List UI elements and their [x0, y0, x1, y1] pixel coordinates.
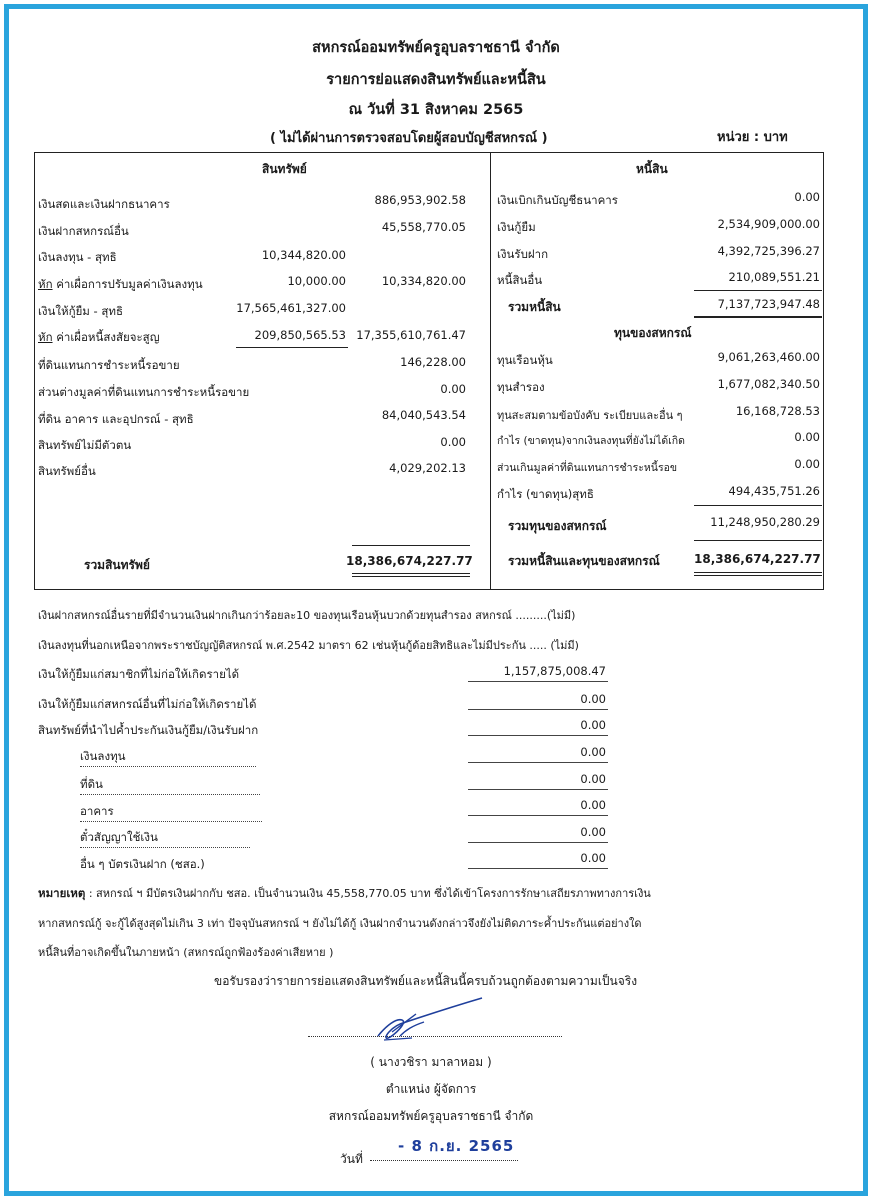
liab-total-label: รวมหนี้สิน [508, 300, 561, 314]
report-date: ณ วันที่ 31 สิงหาคม 2565 [348, 102, 524, 118]
equity-total-line [694, 540, 822, 541]
liab-total-line [694, 316, 822, 318]
asset-label-cash: เงินสดและเงินฝากธนาคาร [38, 197, 170, 211]
total-line-double-2 [352, 576, 470, 577]
deduct-label: หัก [38, 277, 53, 291]
disclosure-amount-promissory: 0.00 [468, 825, 608, 843]
liab-amount-other: 210,089,551.21 [728, 270, 820, 284]
total-line-top [352, 545, 470, 546]
asset-label-intangible: สินทรัพย์ไม่มีตัวตน [38, 438, 132, 452]
asset-amount-land-surplus: 0.00 [440, 382, 466, 396]
liab-label-other: หนี้สินอื่น [497, 273, 543, 287]
disclosure-amount-other: 0.00 [468, 851, 608, 869]
asset-label-foreclosed-land: ที่ดินแทนการชำระหนี้รอขาย [38, 358, 180, 372]
certification-text: ขอรับรองว่ารายการย่อแสดงสินทรัพย์และหนี้สินนี้ครบถ้วนถูกต้องตามความเป็นจริง [214, 974, 638, 988]
date-line [370, 1160, 518, 1161]
deduct-label: หัก [38, 330, 53, 344]
disclosure-line-1: เงินฝากสหกรณ์อื่นรายที่มีจำนวนเงินฝากเกินกว่าร้อยละ10 ของทุนเรือนหุ้นบวกด้วยทุนสำรอง สหกรณ์ .........(ไม่มี) [38, 609, 576, 622]
disclosure-label-building: อาคาร [80, 803, 262, 822]
equity-heading: ทุนของสหกรณ์ [614, 326, 692, 340]
allowance-label: ค่าเผื่อการปรับมูลค่าเงินลงทุน [52, 277, 203, 291]
asset-label-investment-allowance [38, 276, 203, 294]
signatory-position: ตำแหน่ง ผู้จัดการ [385, 1082, 477, 1096]
disclosure-label-investment: เงินลงทุน [80, 748, 256, 767]
equity-label-reserve: ทุนสำรอง [497, 380, 545, 394]
asset-sub-loans: 17,565,461,327.00 [236, 301, 346, 315]
equity-label-unrealized: กำไร (ขาดทุน)จากเงินลงทุนที่ยังไม่ได้เกิด [497, 435, 685, 447]
assets-total-amount: 18,386,674,227.77 [346, 554, 473, 568]
remark-text-1: : สหกรณ์ ฯ มีบัตรเงินฝากกับ ชสอ. เป็นจำนวนเงิน 45,558,770.05 บาท ซึ่งได้เข้าโครงการรักษาเสถียรภาพทางการเงิน [85, 887, 651, 900]
liab-label-overdraft: เงินเบิกเกินบัญชีธนาคาร [497, 193, 618, 207]
asset-label-investment: เงินลงทุน - สุทธิ [38, 250, 117, 264]
equity-subtotal-line [694, 505, 822, 506]
handwritten-signature [372, 996, 492, 1046]
disclosure-label-coop-npl: เงินให้กู้ยืมแก่สหกรณ์อื่นที่ไม่ก่อให้เกิดรายได้ [38, 697, 257, 711]
disclosure-amount-investment: 0.00 [468, 745, 608, 763]
asset-label-loans: เงินให้กู้ยืม - สุทธิ [38, 304, 123, 318]
liab-label-deposits: เงินรับฝาก [497, 247, 549, 261]
equity-label-land-surplus: ส่วนเกินมูลค่าที่ดินแทนการชำระหนี้รอข [497, 462, 678, 474]
asset-label-land-surplus: ส่วนต่างมูลค่าที่ดินแทนการชำระหนี้รอขาย [38, 385, 250, 399]
assets-heading: สินทรัพย์ [262, 162, 307, 176]
audit-note: ( ไม่ได้ผ่านการตรวจสอบโดยผู้สอบบัญชีสหกรณ์ ) [270, 131, 548, 146]
liab-amount-borrowings: 2,534,909,000.00 [717, 217, 820, 231]
asset-sub-investment-allowance: 10,000.00 [287, 274, 346, 288]
asset-amount-foreclosed-land: 146,228.00 [400, 355, 466, 369]
total-line-double-1 [352, 573, 470, 574]
asset-label-coop-deposit: เงินฝากสหกรณ์อื่น [38, 224, 129, 238]
asset-amount-loans-net: 17,355,610,761.47 [356, 328, 466, 342]
remark-line-3: หนี้สินที่อาจเกิดขึ้นในภายหน้า (สหกรณ์ถูกฟ้องร้องค่าเสียหาย ) [38, 946, 334, 959]
disclosure-label-other: อื่น ๆ บัตรเงินฝาก (ชสอ.) [80, 857, 205, 871]
report-title: รายการย่อแสดงสินทรัพย์และหนี้สิน [326, 72, 546, 88]
asset-label-ppe: ที่ดิน อาคาร และอุปกรณ์ - สุทธิ [38, 412, 194, 426]
org-name: สหกรณ์ออมทรัพย์ครูอุบลราชธานี จำกัด [312, 40, 560, 56]
equity-amount-net-profit: 494,435,751.26 [728, 484, 820, 498]
equity-label-accumulated: ทุนสะสมตามข้อบังคับ ระเบียบและอื่น ๆ [497, 409, 683, 422]
equity-amount-accumulated: 16,168,728.53 [735, 404, 820, 418]
asset-amount-cash: 886,953,902.58 [374, 193, 466, 207]
grand-total-label: รวมหนี้สินและทุนของสหกรณ์ [508, 554, 660, 568]
asset-sub-doubtful: 209,850,565.53 [254, 328, 346, 342]
remark-line-2: หากสหกรณ์กู้ จะกู้ได้สูงสุดไม่เกิน 3 เท่า ปัจจุบันสหกรณ์ ฯ ยังไม่ได้กู้ เงินฝากจำนวนดังกล่าวจึงยังไม่ติดภาระค้ำประกันแต่อย่างใด [38, 917, 642, 930]
unit-label: หน่วย : บาท [717, 130, 788, 145]
liab-label-borrowings: เงินกู้ยืม [497, 220, 536, 234]
disclosure-label-pledged: สินทรัพย์ที่นำไปค้ำประกันเงินกู้ยืม/เงินรับฝาก [38, 723, 259, 737]
doubtful-label: ค่าเผื่อหนี้สงสัยจะสูญ [52, 330, 160, 344]
remark-line-1 [38, 884, 651, 903]
grand-total-amount: 18,386,674,227.77 [694, 552, 821, 566]
disclosure-amount-coop-npl: 0.00 [468, 692, 608, 710]
disclosure-line-2: เงินลงทุนที่นอกเหนือจากพระราชบัญญัติสหกรณ์ พ.ศ.2542 มาตรา 62 เช่นหุ้นกู้ด้อยสิทธิและไม่มีประกัน ..... (ไม่มี) [38, 639, 579, 652]
disclosure-amount-building: 0.00 [468, 798, 608, 816]
asset-amount-coop-deposit: 45,558,770.05 [381, 220, 466, 234]
equity-total-amount: 11,248,950,280.29 [710, 515, 820, 529]
grand-total-line-1 [694, 572, 822, 573]
equity-label-net-profit: กำไร (ขาดทุน)สุทธิ [497, 487, 594, 501]
asset-amount-ppe: 84,040,543.54 [381, 408, 466, 422]
asset-sub-investment: 10,344,820.00 [261, 248, 346, 262]
disclosure-amount-land: 0.00 [468, 772, 608, 790]
grand-total-line-2 [694, 575, 822, 576]
equity-amount-land-surplus: 0.00 [794, 457, 820, 471]
asset-label-doubtful [38, 329, 160, 347]
date-label: วันที่ [340, 1152, 363, 1166]
date-stamp: - 8 ก.ย. 2565 [398, 1137, 515, 1155]
disclosure-label-land: ที่ดิน [80, 776, 260, 795]
equity-label-shares: ทุนเรือนหุ้น [497, 353, 553, 367]
asset-amount-intangible: 0.00 [440, 435, 466, 449]
disclosure-label-member-npl: เงินให้กู้ยืมแก่สมาชิกที่ไม่ก่อให้เกิดรายได้ [38, 667, 240, 681]
liab-amount-overdraft: 0.00 [794, 190, 820, 204]
asset-label-other: สินทรัพย์อื่น [38, 464, 96, 478]
remark-title: หมายเหตุ [38, 886, 86, 900]
liabilities-heading: หนี้สิน [636, 162, 668, 176]
disclosure-label-promissory: ตั๋วสัญญาใช้เงิน [80, 829, 250, 848]
column-divider [490, 152, 491, 590]
liab-amount-deposits: 4,392,725,396.27 [717, 244, 820, 258]
asset-amount-investment-net: 10,334,820.00 [381, 274, 466, 288]
disclosure-amount-member-npl: 1,157,875,008.47 [468, 664, 608, 682]
disclosure-amount-pledged: 0.00 [468, 718, 608, 736]
signatory-name: ( นางวชิรา มาลาหอม ) [370, 1055, 492, 1069]
assets-total-label: รวมสินทรัพย์ [84, 558, 150, 572]
liab-subtotal-line [694, 290, 822, 291]
equity-amount-unrealized: 0.00 [794, 430, 820, 444]
signatory-org: สหกรณ์ออมทรัพย์ครูอุบลราชธานี จำกัด [328, 1109, 534, 1123]
equity-total-label: รวมทุนของสหกรณ์ [508, 519, 607, 533]
liab-total-amount: 7,137,723,947.48 [717, 297, 820, 311]
equity-amount-reserve: 1,677,082,340.50 [717, 377, 820, 391]
asset-amount-other: 4,029,202.13 [389, 461, 466, 475]
subtotal-underline [236, 347, 348, 348]
equity-amount-shares: 9,061,263,460.00 [717, 350, 820, 364]
